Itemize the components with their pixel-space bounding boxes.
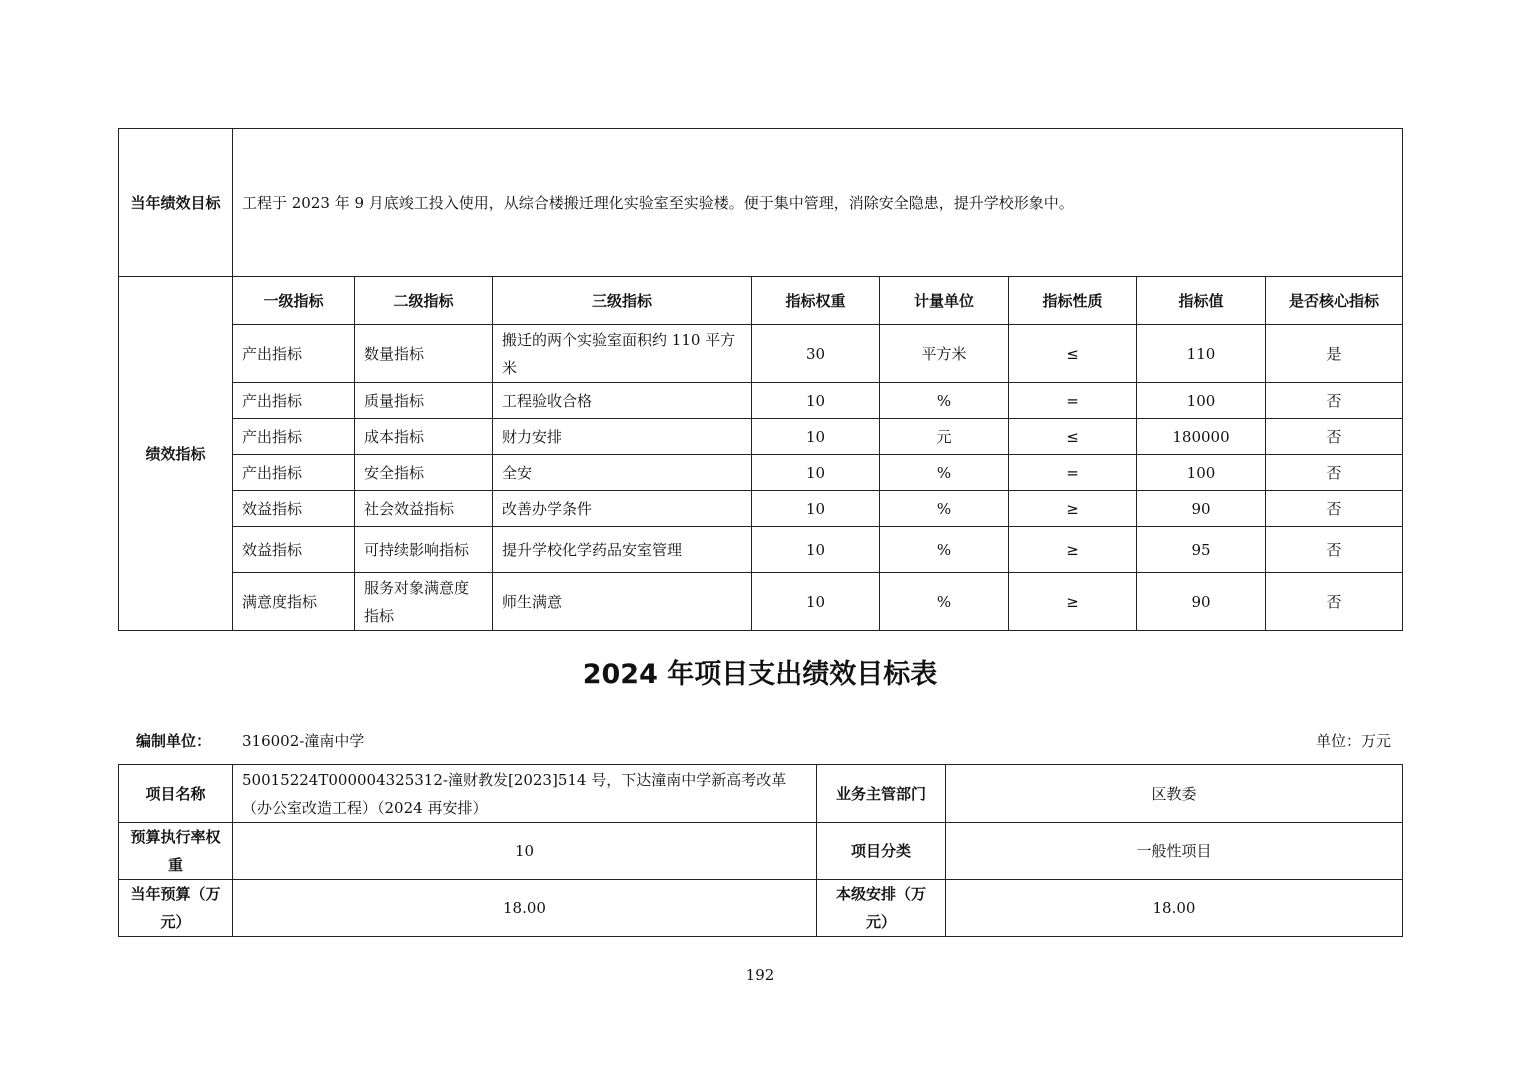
page-number: 192 [745,966,775,984]
row-weight: 30 [752,325,880,383]
row-nature: ≥ [1009,573,1137,631]
header-value: 指标值 [1137,277,1266,325]
project-info-table [118,764,1403,937]
row-l3: 提升学校化学药品安室管理 [493,527,752,573]
indicator-header-row [119,277,1403,325]
performance-goal-table [118,128,1403,631]
category-value: 一般性项目 [946,823,1403,880]
row-nature: ≥ [1009,491,1137,527]
row-unit: % [880,491,1009,527]
row-unit: % [880,455,1009,491]
row-nature: = [1009,455,1137,491]
project-name-value: 50015224T000004325312-潼财教发[2023]514 号，下达潼南中学新高考改革（办公室改造工程）（2024 再安排） [233,765,817,823]
row-l1: 产出指标 [233,383,355,419]
row-l2: 社会效益指标 [355,491,493,527]
row-l3: 改善办学条件 [493,491,752,527]
row-l2: 质量指标 [355,383,493,419]
header-l2: 二级指标 [355,277,493,325]
table-row [119,325,1403,383]
unit-note: 单位：万元 [1315,732,1391,750]
header-unit: 计量单位 [880,277,1009,325]
row-l1: 效益指标 [233,527,355,573]
row-value: 100 [1137,383,1266,419]
exec-rate-label: 预算执行率权重 [119,823,233,880]
table-row [119,383,1403,419]
header-nature: 指标性质 [1009,277,1137,325]
row-l3: 工程验收合格 [493,383,752,419]
row-value: 90 [1137,573,1266,631]
row-nature: = [1009,383,1137,419]
row-core: 否 [1266,573,1403,631]
row-l2: 可持续影响指标 [355,527,493,573]
budget-value: 18.00 [233,880,817,937]
row-weight: 10 [752,383,880,419]
local-label: 本级安排（万元） [817,880,946,937]
row-core: 否 [1266,455,1403,491]
table-row [119,527,1403,573]
table-row [119,455,1403,491]
row-l2: 服务对象满意度指标 [355,573,493,631]
row-l3: 财力安排 [493,419,752,455]
row-value: 180000 [1137,419,1266,455]
row-nature: ≤ [1009,419,1137,455]
indicators-label: 绩效指标 [119,277,233,631]
budget-label: 当年预算（万元） [119,880,233,937]
row-l1: 产出指标 [233,419,355,455]
row-l1: 效益指标 [233,491,355,527]
dept-label: 业务主管部门 [817,765,946,823]
table-row [119,573,1403,631]
table-row [119,419,1403,455]
row-l3: 师生满意 [493,573,752,631]
row-core: 否 [1266,527,1403,573]
row-unit: % [880,527,1009,573]
row-core: 否 [1266,419,1403,455]
row-l2: 安全指标 [355,455,493,491]
header-l3: 三级指标 [493,277,752,325]
project-name-label: 项目名称 [119,765,233,823]
row-l3: 搬迁的两个实验室面积约 110 平方米 [493,325,752,383]
local-value: 18.00 [946,880,1403,937]
header-weight: 指标权重 [752,277,880,325]
category-label: 项目分类 [817,823,946,880]
row-value: 100 [1137,455,1266,491]
row-nature: ≥ [1009,527,1137,573]
row-weight: 10 [752,491,880,527]
row-l2: 成本指标 [355,419,493,455]
row-l1: 满意度指标 [233,573,355,631]
goal-text: 工程于 2023 年 9 月底竣工投入使用，从综合楼搬迁理化实验室至实验楼。便于集中管理，消除安全隐患，提升学校形象中。 [233,129,1403,277]
row-l1: 产出指标 [233,455,355,491]
row-value: 95 [1137,527,1266,573]
row-value: 110 [1137,325,1266,383]
row-weight: 10 [752,573,880,631]
exec-rate-value: 10 [233,823,817,880]
row-weight: 10 [752,419,880,455]
header-l1: 一级指标 [233,277,355,325]
org-label: 编制单位： [136,732,212,750]
row-weight: 10 [752,455,880,491]
row-weight: 10 [752,527,880,573]
row-unit: % [880,383,1009,419]
row-value: 90 [1137,491,1266,527]
row-unit: 平方米 [880,325,1009,383]
dept-value: 区教委 [946,765,1403,823]
row-nature: ≤ [1009,325,1137,383]
row-l3: 全安 [493,455,752,491]
row-unit: % [880,573,1009,631]
row-core: 否 [1266,383,1403,419]
table-row [119,491,1403,527]
row-l1: 产出指标 [233,325,355,383]
row-unit: 元 [880,419,1009,455]
header-core: 是否核心指标 [1266,277,1403,325]
goal-label: 当年绩效目标 [119,129,233,277]
row-core: 是 [1266,325,1403,383]
org-value: 316002-潼南中学 [242,732,365,750]
row-l2: 数量指标 [355,325,493,383]
row-core: 否 [1266,491,1403,527]
table2-title: 2024 年项目支出绩效目标表 [582,659,938,690]
